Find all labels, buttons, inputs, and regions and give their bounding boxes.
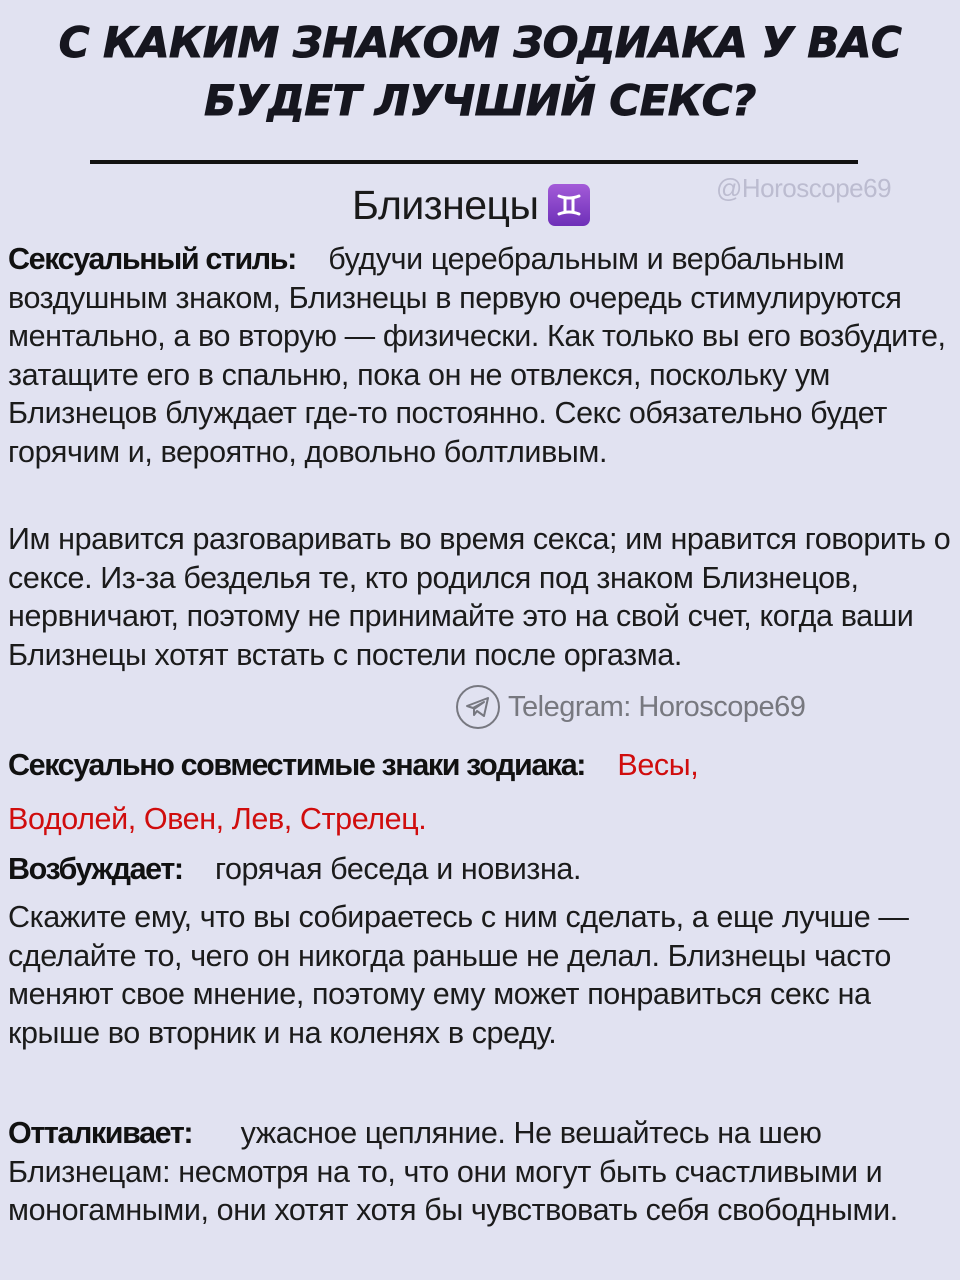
style-section-continued [8, 520, 953, 674]
title-line-1: С КАКИМ ЗНАКОМ ЗОДИАКА У ВАС [58, 18, 902, 67]
sign-header [352, 180, 590, 230]
page-title [0, 14, 960, 130]
compatible-signs-rest: Водолей, Овен, Лев, Стрелец. [8, 802, 427, 836]
arouses-heading: Возбуждает: [8, 852, 183, 886]
compatible-signs-first: Весы, [617, 748, 699, 782]
compatible-heading: Сексуально совместимые знаки зодиака: [8, 748, 586, 782]
arouses-text: горячая беседа и новизна. [214, 852, 582, 886]
watermark-handle: @Horoscope69 [716, 173, 892, 203]
title-divider [90, 160, 858, 164]
style-section [8, 240, 953, 471]
style-heading: Сексуальный стиль: [8, 242, 296, 276]
telegram-watermark [456, 685, 805, 729]
telegram-watermark-text: Telegram: Horoscope69 [508, 690, 806, 723]
title-line-2: БУДЕТ ЛУЧШИЙ СЕКС? [204, 76, 756, 125]
arouses-section [8, 850, 953, 889]
style-text-2: Им нравится разговаривать во время секса; им нравится говорить о сексе. Из-за безделья те, кто родился под знаком Близнецов, нервничают, поэтому не принимайте это на свой счет, когда ваши Близнецы хотят встать с постели после оргазма. [8, 522, 951, 672]
telegram-icon [456, 685, 500, 729]
gemini-zodiac-icon [548, 184, 590, 226]
sign-name: Близнецы [352, 181, 539, 228]
repels-heading: Отталкивает: [8, 1116, 193, 1150]
repels-text: ужасное цепляние. Не вешайтесь на шею Близнецам: несмотря на то, что они могут быть счастливыми и моногамными, они хотят хотя бы чувствовать себя свободными. [8, 1116, 898, 1227]
style-text: будучи церебральным и вербальным воздушным знаком, Близнецы в первую очередь стимулируются ментально, а во вторую — физически. Как только вы его возбудите, затащите его в спальню, пока он не отвлекся, поскольку ум Близнецов блуждает где-то постоянно. Секс обязательно будет горячим и, вероятно, довольно болтливым. [8, 242, 946, 469]
compatible-section [8, 738, 953, 846]
arouses-text-2: Скажите ему, что вы собираетесь с ним сделать, а еще лучше — сделайте то, чего он никогда раньше не делал. Близнецы часто меняют свое мнение, поэтому ему может понравиться секс на крыше во вторник и на коленях в среду. [8, 900, 909, 1050]
arouses-section-continued [8, 898, 953, 1052]
repels-section [8, 1114, 953, 1230]
